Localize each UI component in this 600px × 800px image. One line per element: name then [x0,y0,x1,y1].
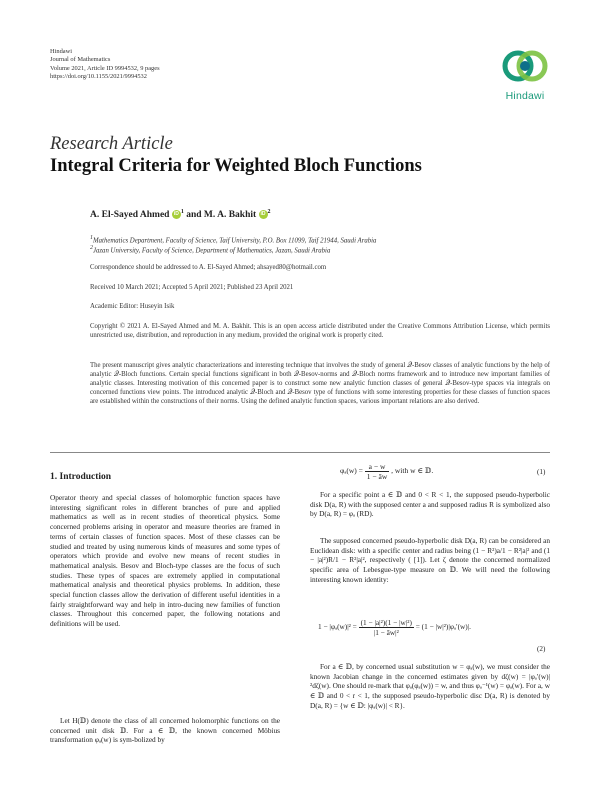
eq1-fraction [365,462,389,481]
eq1-numerator: a − w [365,462,389,472]
eq2-lhs: 1 − |φₐ(w)|² = [318,622,357,632]
eq1-denominator: 1 − āw [366,472,388,481]
affiliation-1-sup: 1 [90,235,93,241]
academic-editor: Academic Editor: Huseyin Isik [90,303,175,310]
author-2[interactable]: M. A. Bakhit [203,210,257,221]
correspondence: Correspondence should be addressed to A. El-Sayed Ahmed; ahsayed80@hotmail.com [90,264,327,271]
eq2-fraction [359,618,414,637]
orcid-icon[interactable]: iD [173,211,179,218]
affiliation-1-text: Mathematics Department, Faculty of Science, Taif University, P.O. Box 11099, Taif 21944, Saudi Arabia [93,237,377,245]
author-1-sup: 1 [180,209,184,215]
section-heading: 1. Introduction [50,472,112,482]
article-type: Research Article [50,134,173,154]
article-title: Integral Criteria for Weighted Bloch Functions [50,156,422,176]
right-paragraph-1: For a specific point a ∈ 𝔻 and 0 < R < 1, the supposed pseudo-hyperbolic disk D(a, R) with the supposed center a and supposed radius R is symbolized also by D(a, R) = φₐ (RD). [310,490,550,519]
equation-2-label: (2) [537,645,546,653]
abstract: The present manuscript gives analytic characterizations and interesting technique that involves the study of general 𝒬-Besov classes of analytic functions by the help of analytic 𝒬-Bloch functions. Certain special functions significant in both 𝒬-Besov-norms and 𝒬-Bloch norms framework and to introduce new important families of analytic classes. Interesting motivation of this concerned paper is to construct some new analytic function classes of general 𝒬-Besov-type spaces via integrals on concerned functions view points. The introduced analytic 𝒬-Bloch and 𝒬-Besov type of functions with some interesting properties for these classes of function spaces are established within the constructions of their norms. Using the defined analytic function spaces, various important relations are also derived. [90,362,550,406]
journal-header [50,48,160,82]
publisher-line: Hindawi [50,48,73,55]
author-2-sup: 2 [267,209,271,215]
author-1[interactable]: A. El-Sayed Ahmed [90,210,170,221]
eq2-numerator: (1 − |a|²)(1 − |w|²) [360,618,412,627]
eq2-rhs: = (1 − |w|²)|φₐ′(w)|. [415,622,472,632]
journal-name: Journal of Mathematics [50,56,111,64]
orcid-icon[interactable]: iD [260,211,266,218]
eq2-denominator: |1 − āw|² [373,628,399,637]
copyright-notice: Copyright © 2021 A. El-Sayed Ahmed and M. A. Bakhit. This is an open access article distributed under the Creative Commons Attribution License, which permits unrestricted use, distribution, and reproduction in any medium, provided the original work is properly cited. [90,323,550,340]
intro-paragraph-2: Let H(𝔻) denote the class of all concerned holomorphic functions on the concerned unit disk 𝔻. For a ∈ 𝔻, the known concerned Möbius transformation φₐ(w) is sym-bolized by [50,716,280,745]
right-paragraph-3: For a ∈ 𝔻, by concerned usual substitution w = φₐ(w), we must consider the known Jacobian change in the concerned estimates given by dζ(w) = |φₐ′(w)|²dζ(w). One should re-mark that φₐ(φₐ(w)) = w, and thus φₐ⁻¹(w) = φₐ(w). For a, w ∈ 𝔻 and 0 < r < 1, the supposed pseudo-hyperbolic disc D(a, R) is denoted by D(a, R) = {w ∈ 𝔻: |φₐ(w)| < R}. [310,662,550,710]
affiliation-2-sup: 2 [90,245,93,251]
equation-1-label: (1) [537,468,546,476]
affiliation-2 [90,245,330,254]
author-line [90,209,271,220]
affiliation-2-text: Jazan University, Faculty of Science, Department of Mathematics, Jazan, Saudi Arabia [93,247,331,255]
eq1-lhs: φₐ(w) = [340,466,363,476]
section-divider [50,452,550,453]
publication-dates: Received 10 March 2021; Accepted 5 April 2021; Published 23 April 2021 [90,284,294,291]
volume-line: Volume 2021, Article ID 9994532, 9 pages [50,64,160,72]
eq1-tail: , with w ∈ 𝔻. [391,466,434,476]
intro-paragraph-1: Operator theory and special classes of holomorphic function spaces have interesting significant roles in different branches of pure and applied mathematics as well as in recent studies of theoretical physics. Some concerned problems arising in operator and measure theories are framed in terms of certain classes of function spaces. Most of these classes can be studied and treated by using numerous kinds of measures and some types of operators which provide and evolve new means of recent studies in mathematical analysis. Besov and Bloch-type classes are the focus of such studies. These types of spaces are extremely applied in computational mathematical analysis and theoretical physics problems. In addition, these special function classes allow the derivation of different useful identities in a fairly straightforward way and help in intro-ducing new families of function classes. Throughout this concerned paper, the following notations and definitions will be used. [50,493,280,629]
brand-name: Hindawi [505,90,545,102]
author-conjunction: and [186,210,202,221]
equation-2 [318,618,471,637]
doi-link[interactable]: https://doi.org/10.1155/2021/9994532 [50,73,147,81]
right-paragraph-2: The supposed concerned pseudo-hyperbolic disk D(a, R) can be considered an Euclidean disk: with a specific center and radius being (1 − R²)a/1 − R²|a|² and (1 − |a|²)R/1 − R²|a|², respectively ( [1]). Let ζ denote the concerned normalized specific area of Lebesgue-type measure on 𝔻. We will need the following interesting known identity: [310,536,550,584]
affiliation-1 [90,235,376,244]
equation-1 [340,462,560,481]
